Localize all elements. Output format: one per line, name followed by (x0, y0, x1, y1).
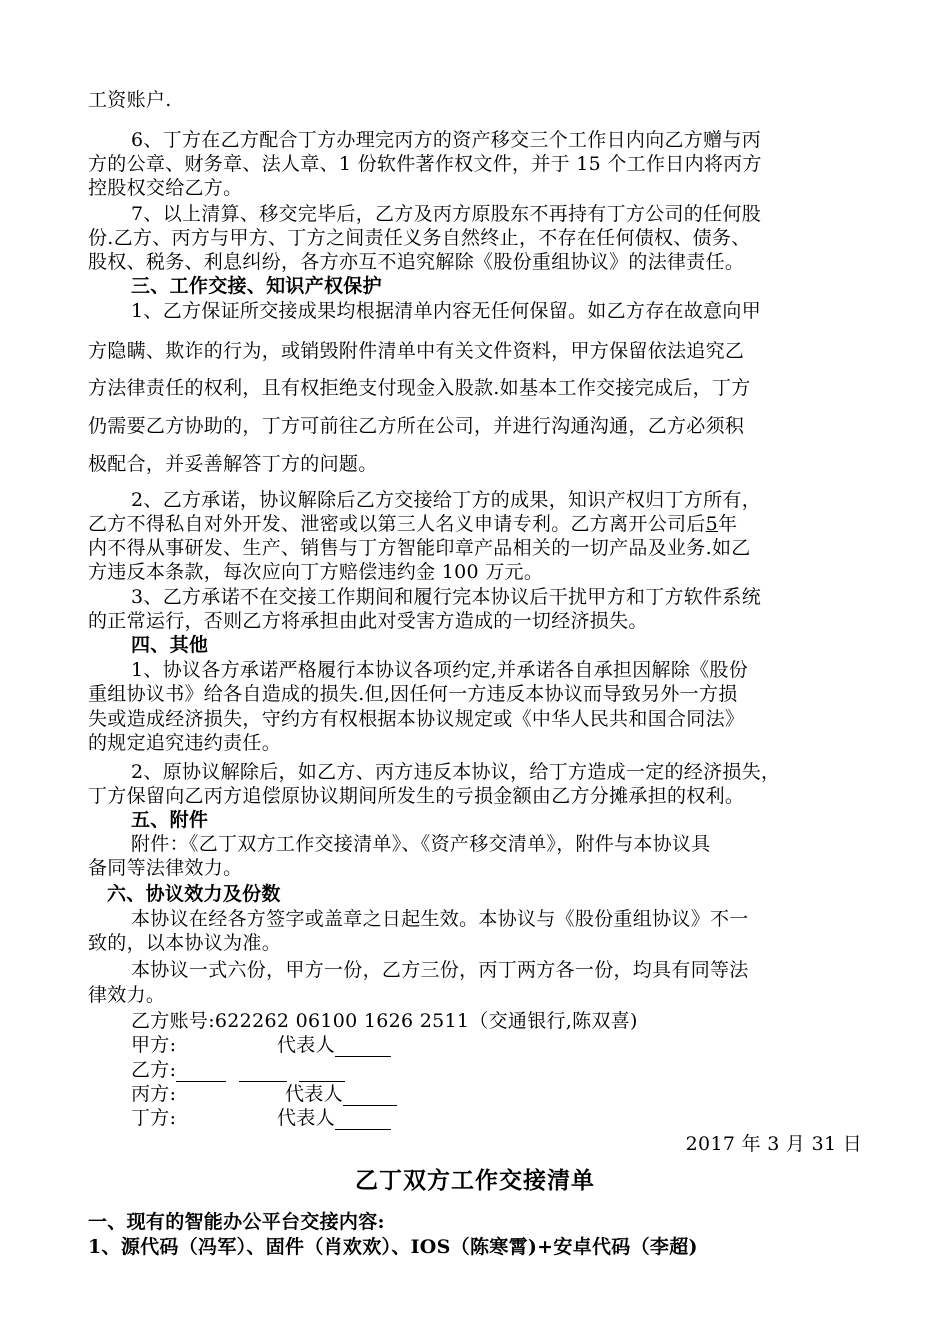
text-line: 仍需要乙方协助的，丁方可前往乙方所在公司，并进行沟通沟通，乙方必须积 (88, 415, 745, 437)
text-line: 6、丁方在乙方配合丁方办理完丙方的资产移交三个工作日内向乙方赠与丙 (131, 129, 761, 151)
agreement-date: 2017 年 3 月 31 日 (685, 1133, 862, 1155)
text-line: 失或造成经济损失，守约方有权根据本协议规定或《中华人民共和国合同法》 (88, 708, 745, 730)
text-line: 方法律责任的权利，且有权拒绝支付现金入股款.如基本工作交接完成后，丁方 (88, 377, 751, 399)
representative-label: 代表人 (277, 1034, 335, 1056)
text-line: 本协议一式六份，甲方一份，乙方三份，丙丁两方各一份，均具有同等法 (131, 959, 749, 981)
text-line: 方的公章、财务章、法人章、1 份软件著作权文件，并于 15 个工作日内将丙方 (88, 153, 762, 175)
section-heading: 四、其他 (131, 634, 209, 656)
party-label: 丙方: (131, 1083, 177, 1105)
text-line: 1、乙方保证所交接成果均根据清单内容无任何保留。如乙方存在故意向甲 (131, 300, 761, 322)
text-line (88, 512, 737, 536)
text-line: 的正常运行，否则乙方将承担由此对受害方造成的一切经济损失。 (88, 610, 648, 632)
text-line: 律效力。 (88, 984, 166, 1006)
signature-blank (176, 1061, 226, 1082)
text-line: 控股权交给乙方。 (88, 177, 243, 199)
party-label: 乙方: (131, 1059, 177, 1081)
signature-blank (335, 1036, 391, 1057)
text-line: 方违反本条款，每次应向丁方赔偿违约金 100 万元。 (88, 561, 544, 583)
text-line: 本协议在经各方签字或盖章之日起生效。本协议与《股份重组协议》不一 (131, 908, 749, 930)
text-line: 1、协议各方承诺严格履行本协议各项约定,并承诺各自承担因解除《股份 (131, 659, 749, 681)
signature-jia (131, 1033, 391, 1057)
signature-blank (343, 1085, 397, 1106)
text-line: 附件：《乙丁双方工作交接清单》、《资产移交清单》，附件与本协议具 (131, 833, 711, 855)
section-heading: 三、工作交接、知识产权保护 (131, 275, 382, 297)
text-line: 方隐瞒、欺诈的行为，或销毁附件清单中有关文件资料，甲方保留依法追究乙 (88, 340, 745, 362)
representative-label: 代表人 (277, 1107, 335, 1129)
signature-blank (239, 1061, 287, 1082)
signature-ding (131, 1106, 391, 1130)
text-line: 的规定追究违约责任。 (88, 732, 282, 754)
text-line: 备同等法律效力。 (88, 857, 243, 879)
text-line: 份.乙方、丙方与甲方、丁方之间责任义务自然终止，不存在任何债权、债务、 (88, 227, 751, 249)
text-line: 2、原协议解除后，如乙方、丙方违反本协议，给丁方造成一定的经济损失， (131, 761, 781, 783)
underlined-number: 5 (705, 513, 718, 535)
appendix-section-heading: 一、现有的智能办公平台交接内容: (88, 1211, 385, 1233)
section-heading: 六、协议效力及份数 (107, 883, 281, 905)
party-label: 丁方: (131, 1107, 177, 1129)
text-line: 重组协议书》给各自造成的损失.但,因任何一方违反本协议而导致另外一方损 (88, 683, 738, 705)
account-line: 乙方账号:622262 06100 1626 2511（交通银行,陈双喜) (131, 1010, 638, 1032)
party-label: 甲方: (131, 1034, 177, 1056)
text-line: 工资账户. (88, 89, 172, 111)
signature-yi (131, 1058, 345, 1082)
text-line: 3、乙方承诺不在交接工作期间和履行完本协议后干扰甲方和丁方软件系统 (131, 586, 761, 608)
text-span: 年 (718, 513, 738, 535)
text-line: 内不得从事研发、生产、销售与丁方智能印章产品相关的一切产品及业务.如乙 (88, 537, 751, 559)
signature-blank (335, 1109, 391, 1130)
text-line: 7、以上清算、移交完毕后，乙方及丙方原股东不再持有丁方公司的任何股 (131, 203, 761, 225)
representative-label: 代表人 (285, 1083, 343, 1105)
text-line: 2、乙方承诺，协议解除后乙方交接给丁方的成果，知识产权归丁方所有， (131, 489, 761, 511)
appendix-item: 1、源代码（冯军）、固件（肖欢欢）、IOS（陈寒霄)+安卓代码（李超) (88, 1236, 698, 1258)
signature-blank (299, 1061, 345, 1082)
text-line: 极配合，并妥善解答丁方的问题。 (88, 453, 378, 475)
text-line: 致的，以本协议为准。 (88, 932, 282, 954)
text-span: 乙方不得私自对外开发、泄密或以第三人名义申请专利。乙方离开公司后 (88, 513, 706, 535)
text-line: 股权、税务、利息纠纷，各方亦互不追究解除《股份重组协议》的法律责任。 (88, 251, 745, 273)
signature-bing (131, 1082, 397, 1106)
appendix-title: 乙丁双方工作交接清单 (355, 1167, 595, 1194)
text-line: 丁方保留向乙丙方追偿原协议期间所发生的亏损金额由乙方分摊承担的权利。 (88, 785, 745, 807)
section-heading: 五、附件 (131, 809, 209, 831)
